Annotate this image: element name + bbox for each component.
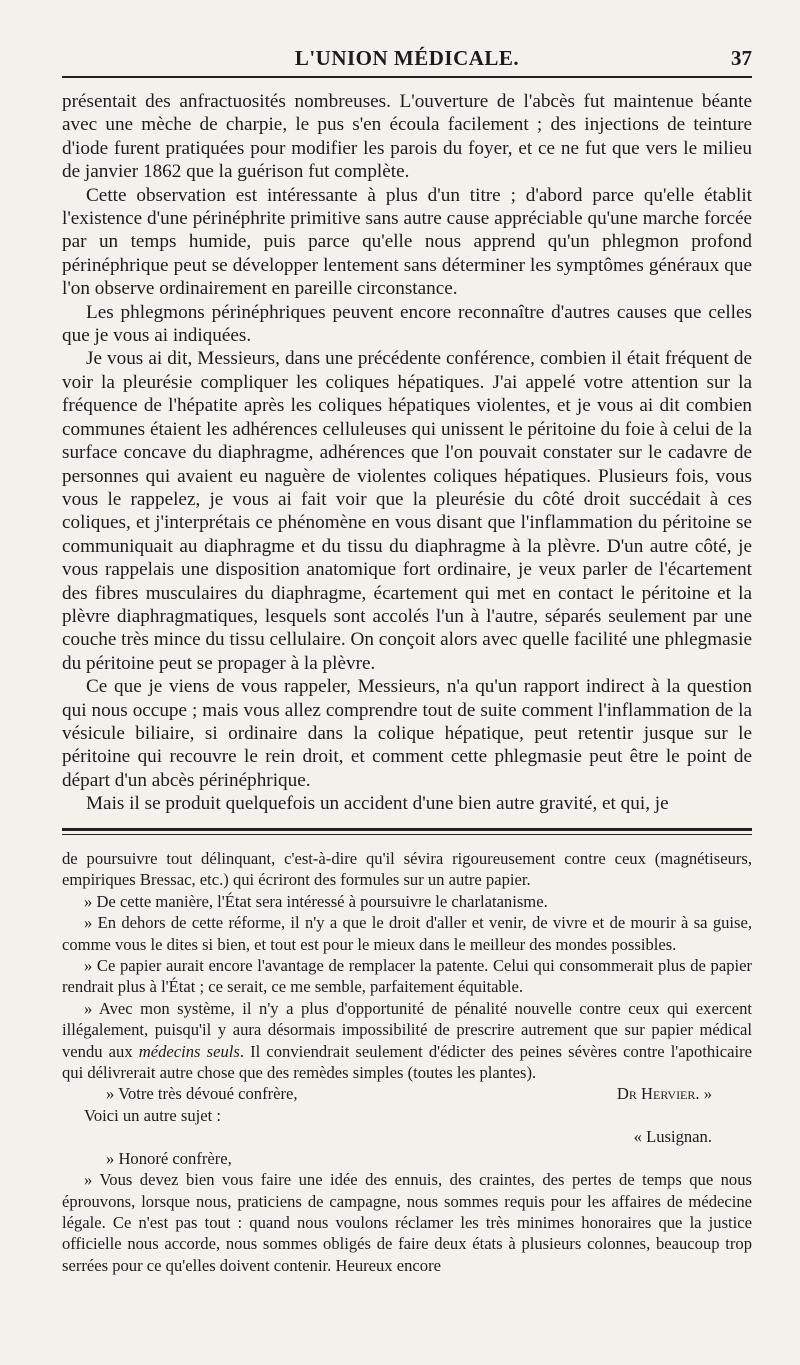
page-header [62,42,752,78]
place-line: « Lusignan. [633,1127,712,1147]
footnote-text [62,848,752,1276]
footnote-separator-thin [62,834,752,835]
footnote-paragraph: » Ce papier aurait encore l'avantage de remplacer la patente. Celui qui consommerait plus de papier rendrait plus à l'État ; ce serait, ce me semble, parfaitement équitable. [62,956,752,997]
header-rule [62,76,752,78]
salutation: » Honoré confrère, [106,1148,232,1168]
footnote-paragraph: » En dehors de cette réforme, il n'y a que le droit d'aller et venir, de vivre et de mourir à sa guise, comme vous le dites si bien, et tout est pour le mieux dans le meilleur des mondes possibles. [62,913,752,954]
paragraph: Ce que je viens de vous rappeler, Messieurs, n'a qu'un rapport indirect à la question qui nous occupe ; mais vous allez comprendre tout de suite comment l'inflammation de la vésicule biliaire, si ordinaire dans la colique hépatique, peut retentir jusque sur le péritoine qui recouvre le rein droit, et comment cette phlegmasie peut être le point de départ d'un abcès périnéphrique. [62,676,752,791]
paragraph: Cette observation est intéressante à plus d'un titre ; d'abord parce qu'elle établit l'existence d'une périnéphrite primitive sans autre cause appréciable qu'une marche forcée par un temps humide, puis parce qu'elle nous apprend qu'un phlegmon profond périnéphrique peut se développer lentement sans déterminer les symptômes généraux que l'on observe ordinairement en pareille circonstance. [62,184,752,300]
paragraph: Mais il se produit quelquefois un accident d'une bien autre gravité, et qui, je [86,793,669,815]
footnote-paragraph: de poursuivre tout délinquant, c'est-à-dire qu'il sévira rigoureusement contre ceux (magnétiseurs, empiriques Bressac, etc.) qui écriront des formules sur un autre papier. [62,849,752,890]
footnote-paragraph: » Vous devez bien vous faire une idée des ennuis, des craintes, des pertes de temps que nous éprouvons, lorsque nous, praticiens de campagne, nous sommes requis pour les affaires de médecine légale. Ce n'est pas tout : quand nous voulons réclamer les très minimes honoraires que la justice officielle nous accorde, nous sommes obligés de faire deux états à plusieurs colonnes, beaucoup trop serrées pour ce qu'elles doivent contenir. Heureux encore [62,1170,752,1275]
footnote-paragraph [62,998,752,1084]
signature: Dr Hervier. » [616,1084,712,1104]
page-number: 37 [731,46,752,70]
running-title: L'UNION MÉDICALE. [294,46,520,70]
main-text [62,90,752,816]
signature-line [62,1083,752,1104]
footnote-paragraph: Voici un autre sujet : [84,1105,222,1125]
paragraph: Je vous ai dit, Messieurs, dans une précédente conférence, combien il était fréquent de voir la pleurésie compliquer les coliques hépatiques. J'ai appelé votre attention sur la fréquence de l'hépatite après les coliques hépatiques violentes, et je vous ai dit combien communes étaient les adhérences celluleuses qui unissent le péritoine du foie à celui de la surface concave du diaphragme, adhérences que l'on pouvait constater sur le cadavre de personnes qui avaient eu naguère de violentes coliques hépatiques. Plusieurs fois, vous vous le rappelez, je vous ai fait voir que la pleurésie du côté droit succédait à ces coliques, et j'interprétais ce phénomène en vous disant que l'inflammation du péritoine se communiquait au diaphragme et du tissu du diaphragme à la plèvre. D'un autre côté, je vous rappelais une disposition anatomique fort ordinaire, je veux parler de l'écartement des fibres musculaires du diaphragme, écartement qui met en contact le péritoine et la plèvre diaphragmatiques, lesquels sont accolés l'un à l'autre, séparés seulement par une couche très mince du tissu cellulaire. On conçoit alors avec quelle facilité une phlegmasie du péritoine peut se propager à la plèvre. [62,348,752,674]
paragraph: présentait des anfractuosités nombreuses. L'ouverture de l'abcès fut maintenue béante avec une mèche de charpie, le pus s'en écoula facilement ; des injections de teinture d'iode furent pratiquées pour modifier les parois du foyer, et ce ne fut que vers le milieu de janvier 1862 que la guérison fut complète. [62,91,752,183]
paragraph: Les phlegmons périnéphriques peuvent encore reconnaître d'autres causes que celles que je vous ai indiquées. [62,301,752,347]
closing: » Votre très dévoué confrère, [106,1084,298,1104]
footnote-emphasis: médecins seuls [138,1041,240,1061]
footnote-text-part: » Avec mon système, il n'y a plus d'opportunité de pénalité nouvelle contre ceux qui exercent illégalement, puisqu'il y aura désormais impossibilité de prescrire autrement que sur papier médical vendu aux [62,998,752,1061]
footnote-separator [62,828,752,831]
footnote-paragraph: » De cette manière, l'État sera intéressé à poursuivre le charlatanisme. [84,891,548,911]
footnote-text-part: . Il conviendrait seulement d'édicter des peines sévères contre l'apothicaire qui délivrerait autre chose que des remèdes simples (toutes les plantes). [62,1041,752,1083]
